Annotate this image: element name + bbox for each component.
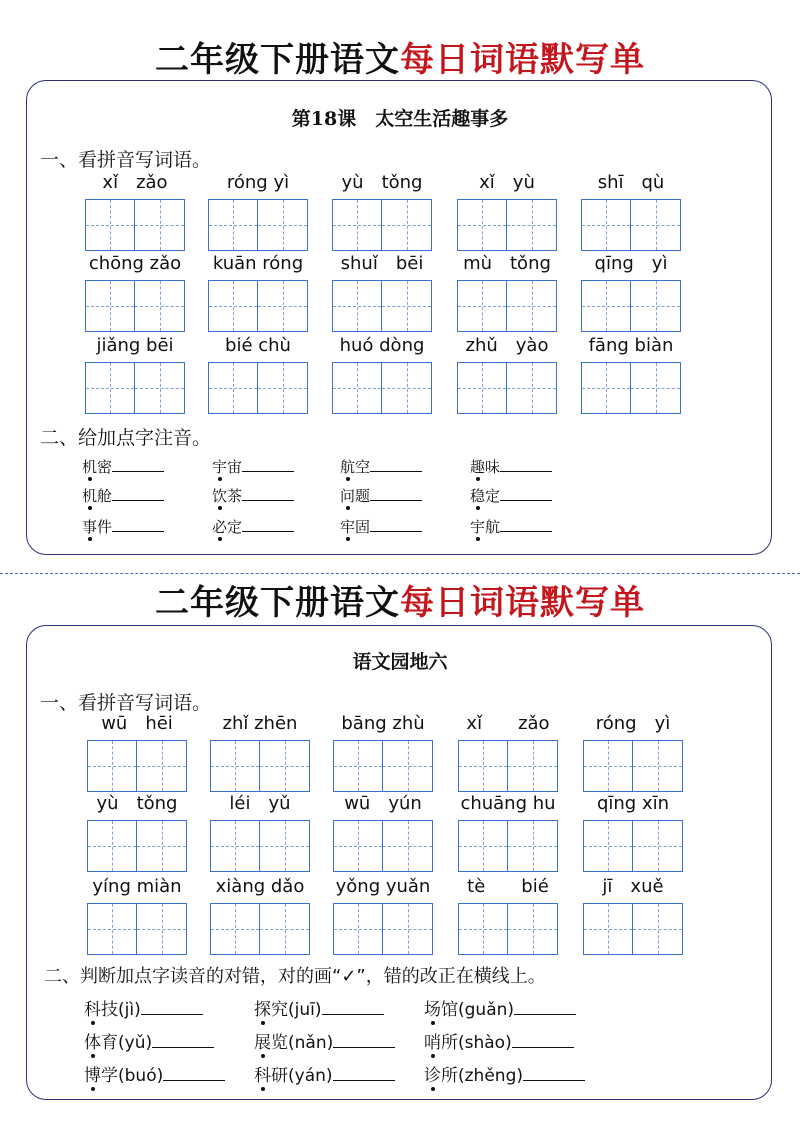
writing-box[interactable] [333,903,433,955]
writing-box[interactable] [457,199,557,251]
pinyin-label: yíng miàn [92,876,182,897]
answer-line[interactable] [152,1031,214,1048]
word-rest: 空 [355,458,371,476]
writing-box[interactable] [210,820,310,872]
tianzige-cell[interactable] [210,740,260,792]
dotted-char: 牢 [340,518,356,536]
dotted-char: 科 [84,1000,101,1020]
tianzige-cell[interactable] [583,903,633,955]
word-rest: 所 [441,1033,458,1053]
tianzige-cell[interactable] [332,199,382,251]
tianzige-cell[interactable] [581,362,631,414]
writing-box[interactable] [85,280,185,332]
tianzige-cell[interactable] [382,199,432,251]
pinyin-label: yǒng yuǎn [335,876,431,897]
phonetic-item [470,516,552,537]
tianzige-cell[interactable] [458,820,508,872]
judge-item [84,1061,225,1086]
tianzige-cell[interactable] [333,820,383,872]
pinyin-label: xǐ zǎo [102,172,168,193]
writing-box[interactable] [208,199,308,251]
given-pinyin: (guǎn) [458,1000,515,1020]
dotted-char: 诊 [424,1066,441,1086]
phonetic-item [340,456,422,477]
tianzige-cell[interactable] [507,280,557,332]
dotted-char: 稳 [470,487,486,505]
judge-item [254,1061,395,1086]
tianzige-cell[interactable] [333,740,383,792]
tianzige-cell[interactable] [87,903,137,955]
word-rest: 舱 [97,487,113,505]
judge-item [424,1061,585,1086]
tianzige-cell[interactable] [457,362,507,414]
writing-box[interactable] [208,362,308,414]
writing-box[interactable] [458,740,558,792]
writing-box[interactable] [581,280,681,332]
writing-box[interactable] [458,820,558,872]
word-rest: 茶 [227,487,243,505]
tianzige-cell[interactable] [332,362,382,414]
dotted-char: 体 [84,1033,101,1053]
tianzige-cell[interactable] [85,199,135,251]
writing-box[interactable] [333,820,433,872]
tianzige-cell[interactable] [208,280,258,332]
given-pinyin: (nǎn) [288,1033,334,1053]
pinyin-label: qīng xīn [596,793,670,814]
sheet2-section2-heading: 二、判断加点字读音的对错，对的画“✓”，错的改正在横线上。 [44,966,546,987]
answer-line[interactable] [500,457,552,472]
tianzige-cell[interactable] [581,280,631,332]
word-rest: 密 [97,458,113,476]
tianzige-cell[interactable] [258,199,308,251]
pinyin-label: chōng zǎo [88,253,182,274]
phonetic-item [82,485,164,506]
tianzige-cell[interactable] [458,740,508,792]
pinyin-label: jī xuě [602,876,664,897]
dotted-char: 展 [254,1033,271,1053]
answer-line[interactable] [242,517,294,532]
sheet1-title-red: 每日词语默写单 [400,40,645,80]
judge-item [424,995,576,1020]
sheet2-section1-heading: 一、看拼音写词语。 [40,692,212,714]
tianzige-cell[interactable] [508,740,558,792]
dotted-char: 科 [254,1066,271,1086]
phonetic-item [212,485,294,506]
tianzige-cell[interactable] [137,820,187,872]
dotted-char: 趣 [470,458,486,476]
writing-box[interactable] [332,280,432,332]
answer-line[interactable] [112,517,164,532]
tianzige-cell[interactable] [507,362,557,414]
word-rest: 馆 [441,1000,458,1020]
writing-box[interactable] [457,280,557,332]
pinyin-label: chuāng hu [460,793,556,814]
answer-line[interactable] [112,457,164,472]
given-pinyin: (shào) [458,1033,512,1053]
answer-line[interactable] [514,998,576,1015]
tianzige-cell[interactable] [210,903,260,955]
tianzige-cell[interactable] [633,903,683,955]
pinyin-label: mù tǒng [463,253,551,274]
pinyin-label: shī qù [597,172,665,193]
writing-box[interactable] [87,820,187,872]
writing-box[interactable] [581,362,681,414]
dotted-char: 机 [82,487,98,505]
judge-item [84,995,203,1020]
tianzige-cell[interactable] [85,280,135,332]
writing-box[interactable] [583,740,683,792]
writing-box[interactable] [210,740,310,792]
answer-line[interactable] [370,457,422,472]
tianzige-cell[interactable] [508,903,558,955]
pinyin-label: shuǐ bēi [340,253,424,274]
answer-line[interactable] [512,1031,574,1048]
sheet1-lesson-title: 第18课 太空生活趣事多 [291,108,509,130]
tianzige-cell[interactable] [260,740,310,792]
tianzige-cell[interactable] [583,740,633,792]
dotted-char: 场 [424,1000,441,1020]
tianzige-cell[interactable] [333,903,383,955]
sheet1-title-black: 二年级下册语文 [155,40,400,80]
pinyin-label: léi yǔ [229,793,291,814]
tianzige-cell[interactable] [87,820,137,872]
dotted-char: 问 [340,487,356,505]
tianzige-cell[interactable] [383,740,433,792]
phonetic-item [82,456,164,477]
tianzige-cell[interactable] [457,280,507,332]
tianzige-cell[interactable] [137,740,187,792]
sheet2-lesson-title: 语文园地六 [352,651,448,673]
tianzige-cell[interactable] [581,199,631,251]
pinyin-label: wū hēi [101,713,173,734]
writing-box[interactable] [210,903,310,955]
sheet2-title-black: 二年级下册语文 [155,583,400,623]
writing-box[interactable] [85,199,185,251]
sheet2-title-red: 每日词语默写单 [400,583,645,623]
answer-line[interactable] [112,486,164,501]
pinyin-label: fāng biàn [588,335,674,356]
answer-line[interactable] [333,1064,395,1081]
phonetic-item [340,516,422,537]
dotted-char: 事 [82,518,98,536]
word-rest: 航 [485,518,501,536]
writing-box[interactable] [458,903,558,955]
tianzige-cell[interactable] [208,199,258,251]
phonetic-item [470,456,552,477]
tianzige-cell[interactable] [382,280,432,332]
answer-line[interactable] [523,1064,585,1081]
dotted-char: 必 [212,518,228,536]
writing-box[interactable] [332,199,432,251]
answer-line[interactable] [242,486,294,501]
tianzige-cell[interactable] [208,362,258,414]
writing-box[interactable] [581,199,681,251]
dotted-char: 宇 [212,458,228,476]
tianzige-cell[interactable] [260,903,310,955]
dotted-char: 探 [254,1000,271,1020]
word-rest: 定 [227,518,243,536]
pinyin-label: yù tǒng [96,793,178,814]
tianzige-cell[interactable] [135,362,185,414]
answer-line[interactable] [370,486,422,501]
tianzige-cell[interactable] [382,362,432,414]
given-pinyin: (buó) [118,1066,164,1086]
phonetic-item [212,516,294,537]
answer-line[interactable] [322,998,384,1015]
pinyin-label: xǐ zǎo [466,713,550,734]
dotted-char: 宇 [470,518,486,536]
writing-box[interactable] [85,362,185,414]
tianzige-cell[interactable] [383,903,433,955]
tianzige-cell[interactable] [583,820,633,872]
pinyin-label: róng yì [226,172,290,193]
pinyin-label: róng yì [595,713,671,734]
pinyin-label: tè bié [467,876,549,897]
word-rest: 学 [101,1066,118,1086]
writing-box[interactable] [208,280,308,332]
pinyin-label: xiàng dǎo [215,876,305,897]
answer-line[interactable] [500,517,552,532]
word-rest: 味 [485,458,501,476]
pinyin-label: xǐ yù [479,172,535,193]
word-rest: 技 [101,1000,118,1020]
judge-item [84,1028,214,1053]
tianzige-cell[interactable] [458,903,508,955]
tianzige-cell[interactable] [631,362,681,414]
tianzige-cell[interactable] [332,280,382,332]
writing-box[interactable] [457,362,557,414]
tianzige-cell[interactable] [633,740,683,792]
phonetic-item [82,516,164,537]
tianzige-cell[interactable] [135,280,185,332]
word-rest: 究 [271,1000,288,1020]
dotted-char: 航 [340,458,356,476]
word-rest: 定 [485,487,501,505]
tianzige-cell[interactable] [85,362,135,414]
tianzige-cell[interactable] [258,280,308,332]
writing-box[interactable] [583,903,683,955]
given-pinyin: (yán) [288,1066,333,1086]
given-pinyin: (zhěng) [458,1066,523,1086]
tianzige-cell[interactable] [507,199,557,251]
given-pinyin: (yǔ) [118,1033,153,1053]
pinyin-label: qīng yì [594,253,668,274]
sheet2-title [0,583,800,623]
dotted-char: 饮 [212,487,228,505]
sheet1-title [0,40,800,80]
tianzige-cell[interactable] [631,199,681,251]
tianzige-cell[interactable] [210,820,260,872]
word-rest: 研 [271,1066,288,1086]
tianzige-cell[interactable] [508,820,558,872]
answer-line[interactable] [333,1031,395,1048]
writing-box[interactable] [333,740,433,792]
tianzige-cell[interactable] [137,903,187,955]
answer-line[interactable] [370,517,422,532]
pinyin-label: zhǔ yào [465,335,549,356]
dotted-char: 博 [84,1066,101,1086]
tianzige-cell[interactable] [87,740,137,792]
judge-item [254,1028,395,1053]
pinyin-label: zhǐ zhēn [222,713,298,734]
tianzige-cell[interactable] [260,820,310,872]
tianzige-cell[interactable] [633,820,683,872]
given-pinyin: (jì) [118,1000,141,1020]
pinyin-label: jiǎng bēi [96,335,174,356]
word-rest: 所 [441,1066,458,1086]
pinyin-label: bāng zhù [341,713,425,734]
pinyin-label: huó dòng [339,335,425,356]
answer-line[interactable] [163,1064,225,1081]
writing-box[interactable] [332,362,432,414]
pinyin-label: bié chù [225,335,291,356]
sheet1-section1-heading: 一、看拼音写词语。 [40,149,212,171]
dotted-char: 哨 [424,1033,441,1053]
dotted-char: 机 [82,458,98,476]
tianzige-cell[interactable] [383,820,433,872]
cut-line [0,573,800,574]
writing-box[interactable] [87,740,187,792]
word-rest: 览 [271,1033,288,1053]
phonetic-item [470,485,552,506]
phonetic-item [340,485,422,506]
judge-item [424,1028,574,1053]
given-pinyin: (juī) [288,1000,322,1020]
pinyin-label: kuān róng [212,253,304,274]
sheet1-section2-heading: 二、给加点字注音。 [40,427,212,449]
word-rest: 件 [97,518,113,536]
tianzige-cell[interactable] [135,199,185,251]
phonetic-item [212,456,294,477]
answer-line[interactable] [242,457,294,472]
tianzige-cell[interactable] [457,199,507,251]
word-rest: 题 [355,487,371,505]
answer-line[interactable] [141,998,203,1015]
pinyin-label: wū yún [344,793,422,814]
answer-line[interactable] [500,486,552,501]
writing-box[interactable] [583,820,683,872]
judge-item [254,995,384,1020]
tianzige-cell[interactable] [631,280,681,332]
word-rest: 宙 [227,458,243,476]
writing-box[interactable] [87,903,187,955]
word-rest: 育 [101,1033,118,1053]
word-rest: 固 [355,518,371,536]
pinyin-label: yù tǒng [341,172,423,193]
tianzige-cell[interactable] [258,362,308,414]
